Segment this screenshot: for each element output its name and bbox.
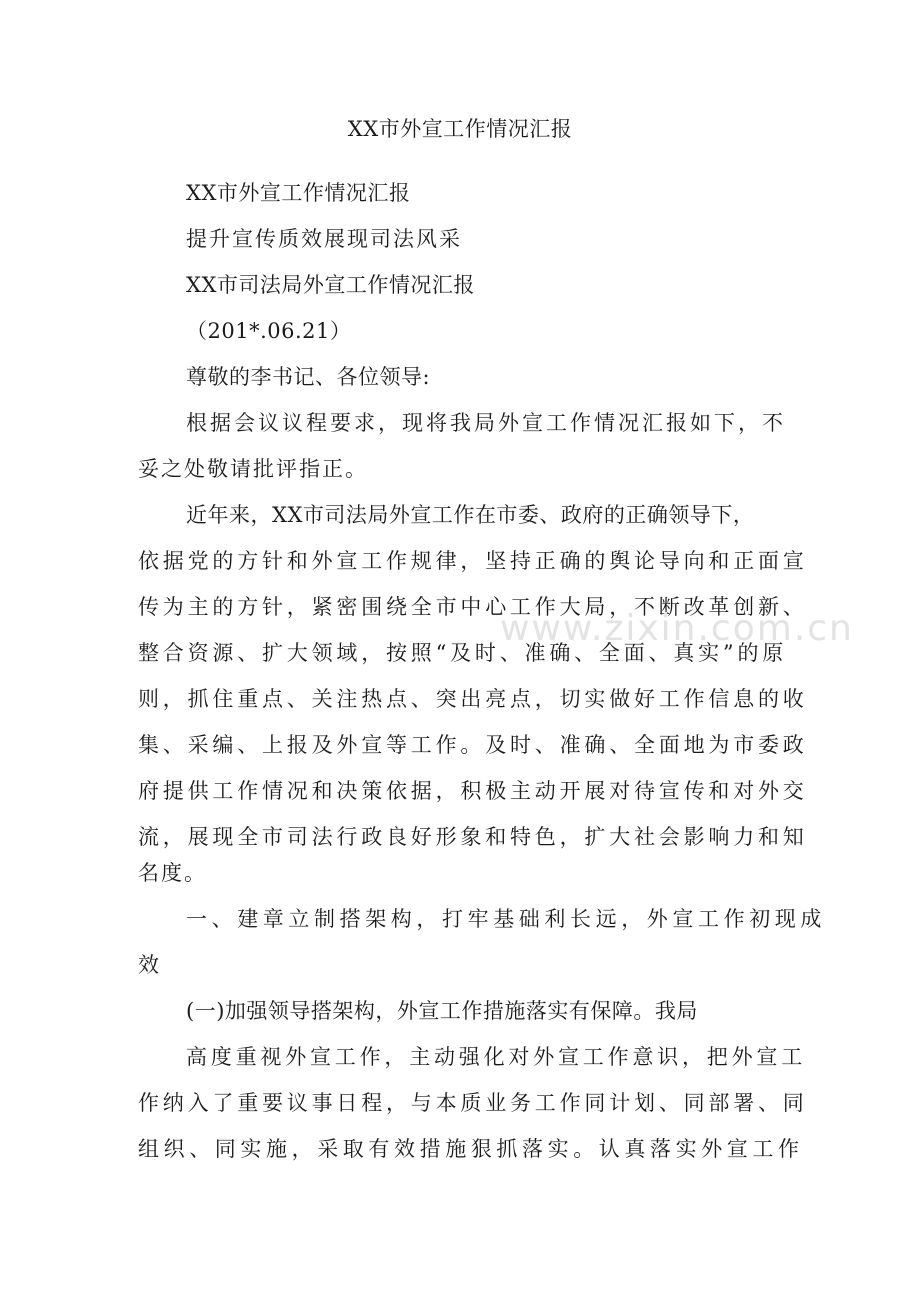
paragraph-line: 流，展现全市司法行政良好形象和特色，扩大社会影响力和知 <box>138 825 808 849</box>
paragraph-line: 依据党的方针和外宣工作规律，坚持正确的舆论导向和正面宣 <box>138 549 808 573</box>
watermark-text: www.zixin.com.cn <box>500 608 854 649</box>
paragraph-line: 近年来，XX市司法局外宣工作在市委、政府的正确领导下， <box>186 503 755 527</box>
paragraph-line: 高度重视外宣工作，主动强化对外宣工作意识，把外宣工 <box>186 1045 806 1069</box>
paragraph-line: XX市外宣工作情况汇报 <box>186 181 411 205</box>
paragraph-line: 妥之处敬请批评指正。 <box>138 457 368 481</box>
paragraph-line: 则，抓住重点、关注热点、突出亮点，切实做好工作信息的收 <box>138 687 808 711</box>
salutation-line: 尊敬的李书记、各位领导: <box>186 365 431 389</box>
paragraph-line: 整合资源、扩大领域，按照“及时、准确、全面、真实”的原 <box>138 641 788 665</box>
paragraph-line: 根据会议议程要求，现将我局外宣工作情况汇报如下，不 <box>186 411 786 435</box>
paragraph-line: XX市司法局外宣工作情况汇报 <box>186 273 475 297</box>
paragraph-line: 作纳入了重要议事日程，与本质业务工作同计划、同部署、同 <box>138 1091 808 1115</box>
paragraph-line: 组织、同实施，采取有效措施狠抓落实。认真落实外宣工作 <box>138 1137 804 1161</box>
date-line: （201*.06.21） <box>186 319 352 343</box>
paragraph-line: 府提供工作情况和决策依据，积极主动开展对待宣传和对外交 <box>138 779 808 803</box>
paragraph-line: 提升宣传质效展现司法风采 <box>186 227 462 251</box>
paragraph-line: 集、采编、上报及外宣等工作。及时、准确、全面地为市委政 <box>138 733 808 757</box>
paragraph-line: 名度。 <box>138 861 207 885</box>
subsection-heading-line: (一)加强领导搭架构，外宣工作措施落实有保障。我局 <box>186 999 698 1023</box>
document-title: XX市外宣工作情况汇报 <box>347 117 573 141</box>
paragraph-line: 传为主的方针，紧密围绕全市中心工作大局，不断改革创新、 <box>138 595 808 619</box>
section-heading-line: 效 <box>138 953 159 977</box>
section-heading-line: 一、建章立制搭架构，打牢基础利长远，外宣工作初现成 <box>186 907 826 931</box>
